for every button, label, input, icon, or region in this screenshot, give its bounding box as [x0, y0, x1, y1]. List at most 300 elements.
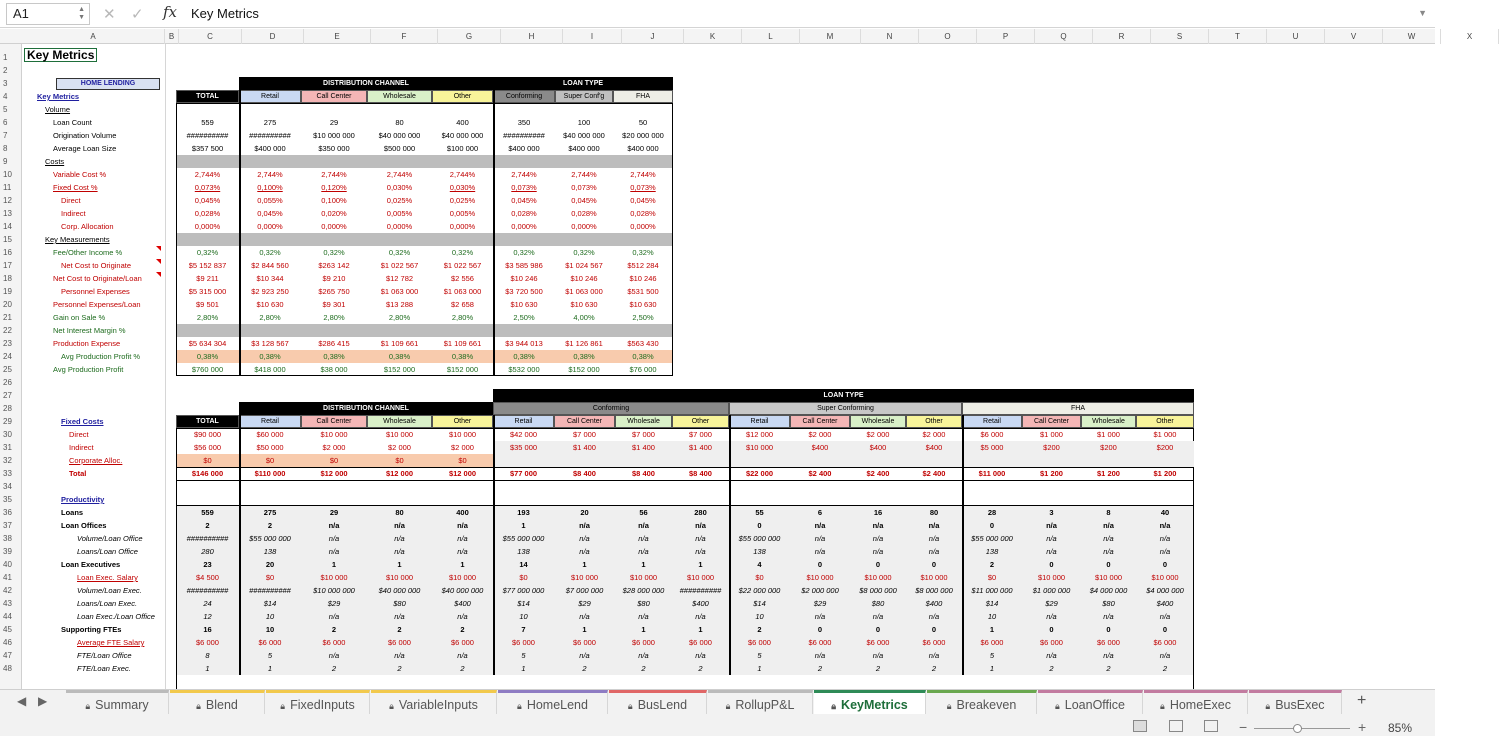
top-cell: 0,073% — [630, 183, 656, 192]
productivity-cell: 1 — [641, 560, 646, 569]
row-header[interactable]: 38 — [3, 534, 12, 543]
next-sheet-icon[interactable]: ▶ — [38, 694, 48, 708]
productivity-cell: $10 000 — [629, 573, 658, 582]
productivity-cell: 24 — [203, 599, 212, 608]
sheet-tab-breakeven[interactable] — [927, 690, 1037, 714]
fixed-cost-cell: $200 — [1156, 443, 1174, 452]
top-header-total: TOTAL — [196, 93, 219, 100]
column-header-v[interactable]: V — [1325, 29, 1383, 44]
productivity-cell: 4 — [757, 560, 762, 569]
productivity-cell: $29 — [1045, 599, 1058, 608]
top-cell: 4,00% — [573, 313, 595, 322]
fixed-cost-cell: $0 — [458, 456, 467, 465]
row-header[interactable]: 30 — [3, 430, 12, 439]
bottom-header-other: Other — [925, 418, 943, 425]
label-fte-office: FTE/Loan Office — [77, 651, 132, 660]
productivity-cell: 0 — [817, 625, 823, 634]
top-cell: $9 501 — [196, 300, 219, 309]
fixed-cost-cell: $1 000 — [1097, 430, 1120, 439]
productivity-cell: $6 000 — [1097, 638, 1120, 647]
productivity-cell: n/a — [814, 651, 826, 660]
productivity-cell: n/a — [638, 651, 649, 660]
column-header-t[interactable]: T — [1209, 29, 1267, 44]
fixed-cost-cell: $2 000 — [388, 443, 411, 452]
sheet-tab-label: RollupP&L — [735, 698, 795, 712]
productivity-cell: 0 — [931, 625, 937, 634]
top-gray-band — [177, 155, 672, 168]
productivity-cell: 138 — [985, 547, 999, 556]
cancel-icon[interactable]: ✕ — [103, 6, 116, 23]
column-header-q[interactable]: Q — [1035, 29, 1093, 44]
row-header[interactable]: 28 — [3, 404, 12, 413]
row-header[interactable]: 12 — [3, 196, 12, 205]
productivity-cell: $400 — [1156, 599, 1174, 608]
top-cell: $10 630 — [629, 300, 657, 309]
row-header[interactable]: 37 — [3, 521, 12, 530]
productivity-cell: $10 000 000 — [313, 586, 355, 595]
productivity-cell: 10 — [265, 625, 275, 634]
top-header-other: Other — [453, 93, 472, 100]
sheet-tab-keymetrics[interactable] — [814, 690, 926, 714]
productivity-cell: n/a — [579, 521, 590, 530]
comment-indicator — [156, 272, 161, 277]
fixed-cost-cell: $400 — [925, 443, 943, 452]
top-cell: 0,000% — [257, 222, 283, 231]
productivity-cell: $29 — [813, 599, 827, 608]
sheet-tab-summary[interactable] — [66, 690, 169, 714]
productivity-cell: ########## — [249, 586, 291, 595]
top-cell: $10 630 — [570, 300, 598, 309]
productivity-cell: n/a — [1046, 521, 1057, 530]
column-header-h[interactable]: H — [501, 29, 563, 44]
productivity-cell: 10 — [519, 612, 528, 621]
productivity-cell: 1 — [397, 560, 402, 569]
zoom-out-icon[interactable]: − — [1239, 719, 1248, 735]
productivity-cell: n/a — [638, 547, 649, 556]
productivity-cell: n/a — [872, 612, 884, 621]
fixed-cost-cell: $146 000 — [191, 469, 224, 478]
row-header[interactable]: 47 — [3, 651, 12, 660]
row-header[interactable]: 7 — [3, 131, 8, 140]
label-fc-corp: Corporate Alloc. — [69, 456, 123, 465]
lock-icon: 🔒︎ — [1054, 701, 1060, 711]
sheet-tab-blend[interactable] — [170, 690, 265, 714]
row-header[interactable]: 17 — [3, 261, 12, 270]
productivity-cell: 10 — [265, 612, 275, 621]
top-cell: 0,38% — [632, 352, 654, 361]
productivity-cell: 0 — [989, 521, 995, 530]
row-header[interactable]: 9 — [3, 157, 8, 166]
top-cell: 0,025% — [449, 196, 476, 205]
productivity-cell: $10 000 — [320, 573, 348, 582]
top-cell: $1 063 000 — [443, 287, 482, 296]
row-header[interactable]: 11 — [3, 183, 12, 192]
sheet-tab-label: VariableInputs — [398, 698, 478, 712]
row-header[interactable]: 13 — [3, 209, 12, 218]
productivity-cell: n/a — [928, 521, 940, 530]
sheet-grid[interactable] — [22, 44, 1435, 689]
zoom-knob[interactable] — [1293, 724, 1302, 733]
sheet-tab-rollupp-l[interactable] — [708, 690, 813, 714]
top-cell: $1 063 000 — [565, 287, 603, 296]
row-header[interactable]: 21 — [3, 313, 12, 322]
top-cell: $10 344 — [256, 274, 284, 283]
productivity-cell: 2 — [331, 664, 337, 673]
sheet-tab-label: LoanOffice — [1064, 698, 1126, 712]
row-header[interactable]: 46 — [3, 638, 12, 647]
top-cell: $1 109 661 — [380, 339, 419, 348]
sheet-tab-label: Blend — [205, 698, 238, 712]
productivity-cell: n/a — [695, 547, 706, 556]
sheet-tab-fixedinputs[interactable] — [266, 690, 370, 714]
sheet-tab-homelend[interactable] — [498, 690, 608, 714]
bottom-header-other: Other — [1156, 418, 1174, 425]
row-header[interactable]: 32 — [3, 456, 12, 465]
column-header-b[interactable]: B — [165, 29, 179, 44]
label-loan-execs: Loan Executives — [61, 560, 121, 569]
top-header-conforming: Conforming — [505, 93, 543, 100]
productivity-cell: ########## — [679, 586, 722, 595]
productivity-cell: n/a — [638, 521, 649, 530]
column-header-j[interactable]: J — [622, 29, 684, 44]
row-header[interactable]: 18 — [3, 274, 12, 283]
top-cell: $9 210 — [322, 274, 346, 283]
productivity-cell: $10 000 — [806, 573, 834, 582]
expand-formula-icon[interactable]: ▼ — [1418, 8, 1427, 18]
productivity-cell: 1 — [641, 625, 646, 634]
row-header[interactable]: 2 — [3, 66, 8, 75]
productivity-cell: 2 — [267, 521, 273, 530]
row-header[interactable]: 42 — [3, 586, 12, 595]
productivity-cell: ########## — [186, 534, 229, 543]
productivity-cell: n/a — [1159, 547, 1171, 556]
row-header[interactable]: 43 — [3, 599, 12, 608]
top-cell: 0,028% — [571, 209, 597, 218]
top-cell: 80 — [395, 118, 404, 127]
row-header[interactable]: 27 — [3, 391, 12, 400]
bottom-header-call-center: Call Center — [316, 418, 352, 425]
productivity-cell: 2 — [875, 664, 881, 673]
label-avg-loan-size: Average Loan Size — [53, 144, 117, 153]
productivity-cell: 0 — [1162, 625, 1168, 634]
lock-icon: 🔒︎ — [1265, 701, 1271, 711]
productivity-cell: 1 — [989, 664, 995, 673]
productivity-cell: $55 000 000 — [971, 534, 1013, 543]
productivity-cell: $400 — [925, 599, 943, 608]
status-bar — [0, 717, 1435, 737]
productivity-cell: $4 000 000 — [1146, 586, 1184, 595]
productivity-cell: 20 — [580, 508, 589, 517]
zoom-in-icon[interactable]: + — [1358, 719, 1367, 735]
fixed-cost-cell: $1 200 — [1097, 469, 1120, 478]
column-header-a[interactable]: A — [22, 29, 165, 44]
label-vol-exec: Volume/Loan Exec. — [77, 586, 142, 595]
prev-sheet-icon[interactable]: ◀ — [17, 694, 27, 708]
productivity-cell: $40 000 000 — [441, 586, 484, 595]
comment-indicator — [156, 246, 161, 251]
label-net-cost-loan: Net Cost to Originate/Loan — [53, 274, 142, 283]
sheet-tab-homeexec[interactable] — [1144, 690, 1248, 714]
group-title-conforming: Conforming — [592, 405, 630, 412]
zoom-slider[interactable] — [1254, 728, 1350, 729]
label-indirect: Indirect — [61, 209, 86, 218]
row-header[interactable]: 6 — [3, 118, 8, 127]
page-break-icon[interactable] — [1204, 720, 1218, 732]
row-header[interactable]: 33 — [3, 469, 12, 478]
top-cell: $40 000 000 — [563, 131, 605, 140]
fixed-cost-cell: $400 — [869, 443, 887, 452]
fixed-cost-cell: $1 000 — [1153, 430, 1177, 439]
productivity-cell: 2 — [698, 664, 703, 673]
top-cell: 0,100% — [257, 183, 283, 192]
top-cell: $532 000 — [508, 365, 540, 374]
label-fc-direct: Direct — [69, 430, 89, 439]
lock-icon: 🔒︎ — [196, 701, 201, 711]
row-header[interactable]: 19 — [3, 287, 12, 296]
productivity-cell: 56 — [639, 508, 648, 517]
productivity-cell: 10 — [987, 612, 997, 621]
row-header[interactable]: 16 — [3, 248, 12, 257]
top-cell: $152 000 — [383, 365, 416, 374]
top-cell: 2,744% — [386, 170, 413, 179]
page-layout-icon[interactable] — [1169, 720, 1183, 732]
bottom-header-retail: Retail — [514, 418, 533, 425]
lock-icon: 🔒︎ — [946, 701, 952, 711]
row-header[interactable]: 4 — [3, 92, 8, 101]
productivity-cell: 138 — [263, 547, 277, 556]
productivity-cell: 559 — [201, 508, 214, 517]
column-header-r[interactable]: R — [1093, 29, 1151, 44]
top-cell: $350 000 — [318, 144, 350, 153]
productivity-cell: 20 — [265, 560, 275, 569]
productivity-cell: n/a — [814, 612, 826, 621]
top-cell: 2,80% — [451, 313, 474, 322]
column-header-l[interactable]: L — [742, 29, 800, 44]
productivity-cell: 2 — [205, 521, 210, 530]
column-header-o[interactable]: O — [919, 29, 977, 44]
column-header-m[interactable]: M — [800, 29, 861, 44]
column-header-i[interactable]: I — [563, 29, 622, 44]
top-gray-band — [177, 233, 672, 246]
formula-input[interactable]: Key Metrics — [191, 6, 259, 21]
productivity-cell: 1 — [582, 560, 587, 569]
productivity-cell: n/a — [1103, 547, 1114, 556]
column-header-x[interactable]: X — [1441, 29, 1499, 44]
sheet-title[interactable]: Key Metrics — [24, 48, 97, 62]
top-cell: 2,744% — [321, 170, 347, 179]
fixed-cost-cell: $1 200 — [1153, 469, 1177, 478]
top-cell: $357 500 — [191, 144, 224, 153]
productivity-cell: 8 — [205, 651, 210, 660]
productivity-cell: $0 — [755, 573, 764, 582]
fixed-cost-cell: $2 000 — [451, 443, 474, 452]
column-header-s[interactable]: S — [1151, 29, 1209, 44]
label-loans: Loans — [61, 508, 84, 517]
top-cell: 50 — [638, 118, 648, 127]
sheet-tab-label: HomeExec — [1169, 698, 1231, 712]
row-header[interactable]: 40 — [3, 560, 12, 569]
row-header[interactable]: 31 — [3, 443, 12, 452]
normal-view-icon[interactable] — [1133, 720, 1147, 732]
fixed-cost-cell: $10 000 — [745, 443, 774, 452]
productivity-cell: n/a — [457, 612, 468, 621]
productivity-cell: 40 — [1160, 508, 1170, 517]
productivity-cell: 80 — [929, 508, 939, 517]
column-header-p[interactable]: P — [977, 29, 1035, 44]
fixed-cost-cell: $12 000 — [385, 469, 414, 478]
top-cell: $2 923 250 — [251, 287, 289, 296]
bottom-header-other: Other — [453, 418, 472, 425]
productivity-cell: n/a — [638, 534, 649, 543]
top-cell: 2,50% — [513, 313, 535, 322]
productivity-cell: $6 000 — [980, 638, 1004, 647]
fixed-cost-cell: $1 400 — [689, 443, 712, 452]
row-header[interactable]: 36 — [3, 508, 12, 517]
row-header[interactable]: 24 — [3, 352, 12, 361]
productivity-cell: $6 000 — [748, 638, 771, 647]
productivity-cell: n/a — [457, 521, 468, 530]
fixed-cost-cell: $2 000 — [322, 443, 346, 452]
top-cell: 0,025% — [386, 196, 413, 205]
name-box[interactable] — [6, 3, 90, 25]
row-header[interactable]: 39 — [3, 547, 12, 556]
row-header[interactable]: 25 — [3, 365, 12, 374]
productivity-cell: $10 000 — [864, 573, 892, 582]
productivity-cell: 2 — [989, 560, 995, 569]
productivity-cell: 138 — [517, 547, 530, 556]
top-cell: 0,32% — [632, 248, 654, 257]
productivity-cell: n/a — [814, 521, 826, 530]
row-header[interactable]: 41 — [3, 573, 12, 582]
sheet-tab-buslend[interactable] — [609, 690, 707, 714]
row-header[interactable]: 22 — [3, 326, 12, 335]
row-header[interactable]: 1 — [3, 53, 8, 62]
sheet-tab-variableinputs[interactable] — [371, 690, 497, 714]
sheet-tab-busexec[interactable] — [1249, 690, 1342, 714]
bottom-header-other: Other — [691, 418, 710, 425]
productivity-cell: 0 — [1049, 560, 1054, 569]
productivity-cell: $6 000 — [512, 638, 535, 647]
group-title-fha: FHA — [1071, 405, 1085, 412]
top-cell: 0,030% — [449, 183, 476, 192]
fixed-cost-cell: $0 — [265, 456, 275, 465]
column-header-d[interactable]: D — [242, 29, 304, 44]
fixed-cost-cell: $7 000 — [632, 430, 655, 439]
productivity-cell: $6 000 — [196, 638, 219, 647]
lock-icon: 🔒︎ — [280, 701, 286, 711]
column-header-n[interactable]: N — [861, 29, 919, 44]
row-header[interactable]: 10 — [3, 170, 12, 179]
productivity-cell: n/a — [457, 534, 468, 543]
row-header[interactable]: 35 — [3, 495, 12, 504]
sheet-tab-label: HomeLend — [526, 698, 588, 712]
column-header-g[interactable]: G — [438, 29, 501, 44]
top-cell: 2,744% — [257, 170, 283, 179]
top-cell: ########## — [249, 131, 291, 140]
productivity-cell: 1 — [521, 664, 526, 673]
add-sheet-button[interactable]: + — [1357, 692, 1367, 709]
productivity-cell: 2 — [641, 664, 646, 673]
label-exec-office: Loan Exec./Loan Office — [77, 612, 155, 621]
row-header[interactable]: 5 — [3, 105, 8, 114]
top-cell: 0,005% — [449, 209, 476, 218]
productivity-cell: 280 — [201, 547, 214, 556]
top-cell: $1 022 567 — [380, 261, 419, 270]
row-header[interactable]: 34 — [3, 482, 12, 491]
label-variable-cost: Variable Cost % — [53, 170, 107, 179]
row-header[interactable]: 29 — [3, 417, 12, 426]
bottom-header-retail: Retail — [983, 418, 1001, 425]
label-support: Supporting FTEs — [61, 625, 122, 634]
lock-icon: 🔒︎ — [517, 701, 522, 711]
productivity-cell: n/a — [928, 534, 940, 543]
row-header[interactable]: 15 — [3, 235, 12, 244]
column-header-u[interactable]: U — [1267, 29, 1325, 44]
row-header[interactable]: 20 — [3, 300, 12, 309]
row-header[interactable]: 44 — [3, 612, 12, 621]
row-header[interactable]: 45 — [3, 625, 12, 634]
productivity-cell: 0 — [817, 560, 823, 569]
productivity-cell: 1 — [205, 664, 210, 673]
fixed-cost-cell: $110 000 — [254, 469, 286, 478]
row-header[interactable]: 8 — [3, 144, 8, 153]
productivity-cell: 23 — [203, 560, 212, 569]
row-header[interactable]: 14 — [3, 222, 12, 231]
top-cell: 2,744% — [511, 170, 537, 179]
productivity-cell: n/a — [579, 547, 590, 556]
function-icon[interactable]: fx — [163, 3, 178, 21]
confirm-icon[interactable]: ✓ — [131, 6, 144, 23]
productivity-cell: 0 — [1106, 560, 1111, 569]
top-cell: 2,80% — [388, 313, 411, 322]
productivity-cell: $10 000 — [1094, 573, 1123, 582]
column-header-c[interactable]: C — [179, 29, 242, 44]
productivity-cell: 1 — [460, 560, 465, 569]
row-header[interactable]: 3 — [3, 79, 8, 88]
top-cell: 2,744% — [449, 170, 476, 179]
sheet-tab-loanoffice[interactable] — [1038, 690, 1143, 714]
column-header-w[interactable]: W — [1383, 29, 1441, 44]
top-header-super-conf-g: Super Conf'g — [563, 93, 605, 100]
label-key-meas: Key Measurements — [45, 235, 110, 244]
zoom-level: 85% — [1388, 721, 1413, 735]
productivity-cell: ########## — [186, 586, 229, 595]
fixed-cost-cell: $12 000 — [745, 430, 774, 439]
row-header[interactable]: 23 — [3, 339, 12, 348]
column-header-k[interactable]: K — [684, 29, 742, 44]
top-cell: 2,744% — [571, 170, 597, 179]
home-lending-label: HOME LENDING — [80, 80, 136, 87]
productivity-cell: 5 — [757, 651, 762, 660]
top-cell: 0,38% — [573, 352, 595, 361]
productivity-cell: n/a — [1159, 521, 1171, 530]
top-cell: 350 — [517, 118, 531, 127]
productivity-cell: $6 000 — [573, 638, 596, 647]
row-header[interactable]: 48 — [3, 664, 12, 673]
productivity-cell: $0 — [987, 573, 997, 582]
top-cell: $1 126 861 — [565, 339, 603, 348]
top-cell: 0,000% — [511, 222, 537, 231]
name-box-spinner-icon[interactable]: ▲ ▼ — [78, 6, 85, 21]
top-cell: $10 246 — [570, 274, 598, 283]
row-header[interactable]: 26 — [3, 378, 12, 387]
top-cell: 0,38% — [388, 352, 411, 361]
top-cell: $2 658 — [451, 300, 474, 309]
productivity-cell: n/a — [579, 651, 590, 660]
productivity-cell: n/a — [328, 651, 340, 660]
column-header-f[interactable]: F — [371, 29, 438, 44]
column-header-e[interactable]: E — [304, 29, 371, 44]
